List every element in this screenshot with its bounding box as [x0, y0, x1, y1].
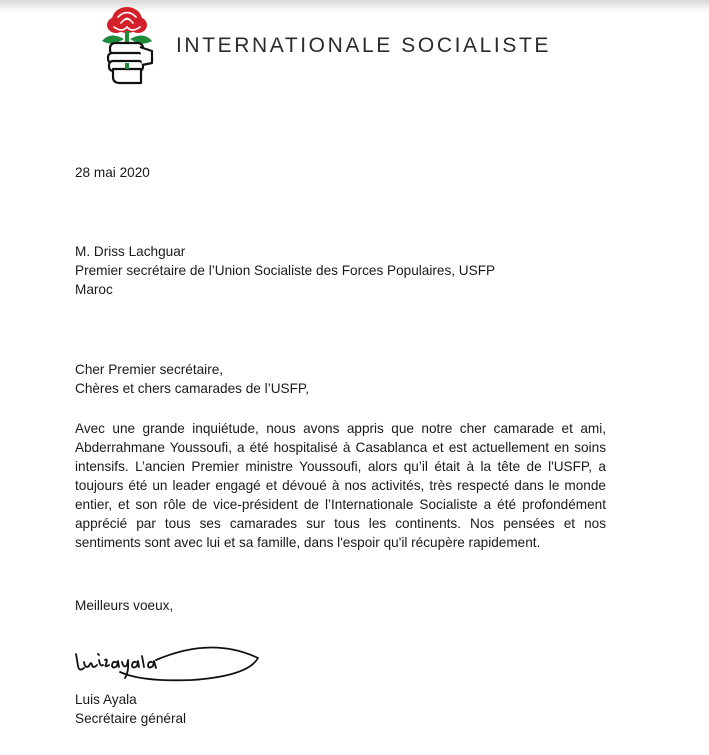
letter-date: 28 mai 2020: [75, 165, 150, 180]
recipient-title: Premier secrétaire de l’Union Socialiste des Forces Populaires, USFP: [75, 263, 496, 278]
signer-block: [75, 690, 186, 728]
recipient-country: Maroc: [75, 282, 113, 297]
recipient-name: M. Driss Lachguar: [75, 244, 186, 259]
signer-title: Secrétaire général: [75, 711, 187, 726]
salutation-line-1: Cher Premier secrétaire,: [75, 362, 224, 377]
salutation-block: [75, 360, 309, 398]
salutation-line-2: Chères et chers camarades de l’USFP,: [75, 381, 309, 396]
fist-and-rose-logo-icon: [96, 3, 158, 87]
closing-line: Meilleurs voeux,: [75, 598, 174, 613]
recipient-block: [75, 242, 495, 299]
signer-name: Luis Ayala: [75, 692, 137, 707]
handwritten-signature-icon: [72, 636, 262, 692]
body-paragraph: Avec une grande inquiétude, nous avons appris que notre cher camarade et ami, Abderrahmane Youssoufi, a été hospitalisé à Casablanca et est actuellement en soins intensifs. L’ancien Premier ministre Youssoufi, alors qu’il était à la tête de l'USFP, a toujours été un leader engagé et dévoué à nos activités, très respecté dans le monde entier, et son rôle de vice-président de l’Internationale Socialiste a été profondément apprécié par tous ses camarades sur tous les continents. Nos pensées et nos sentiments sont avec lui et sa famille, dans l'espoir qu'il récupère rapidement.: [75, 421, 606, 550]
organization-name: INTERNATIONALE SOCIALISTE: [176, 34, 552, 57]
